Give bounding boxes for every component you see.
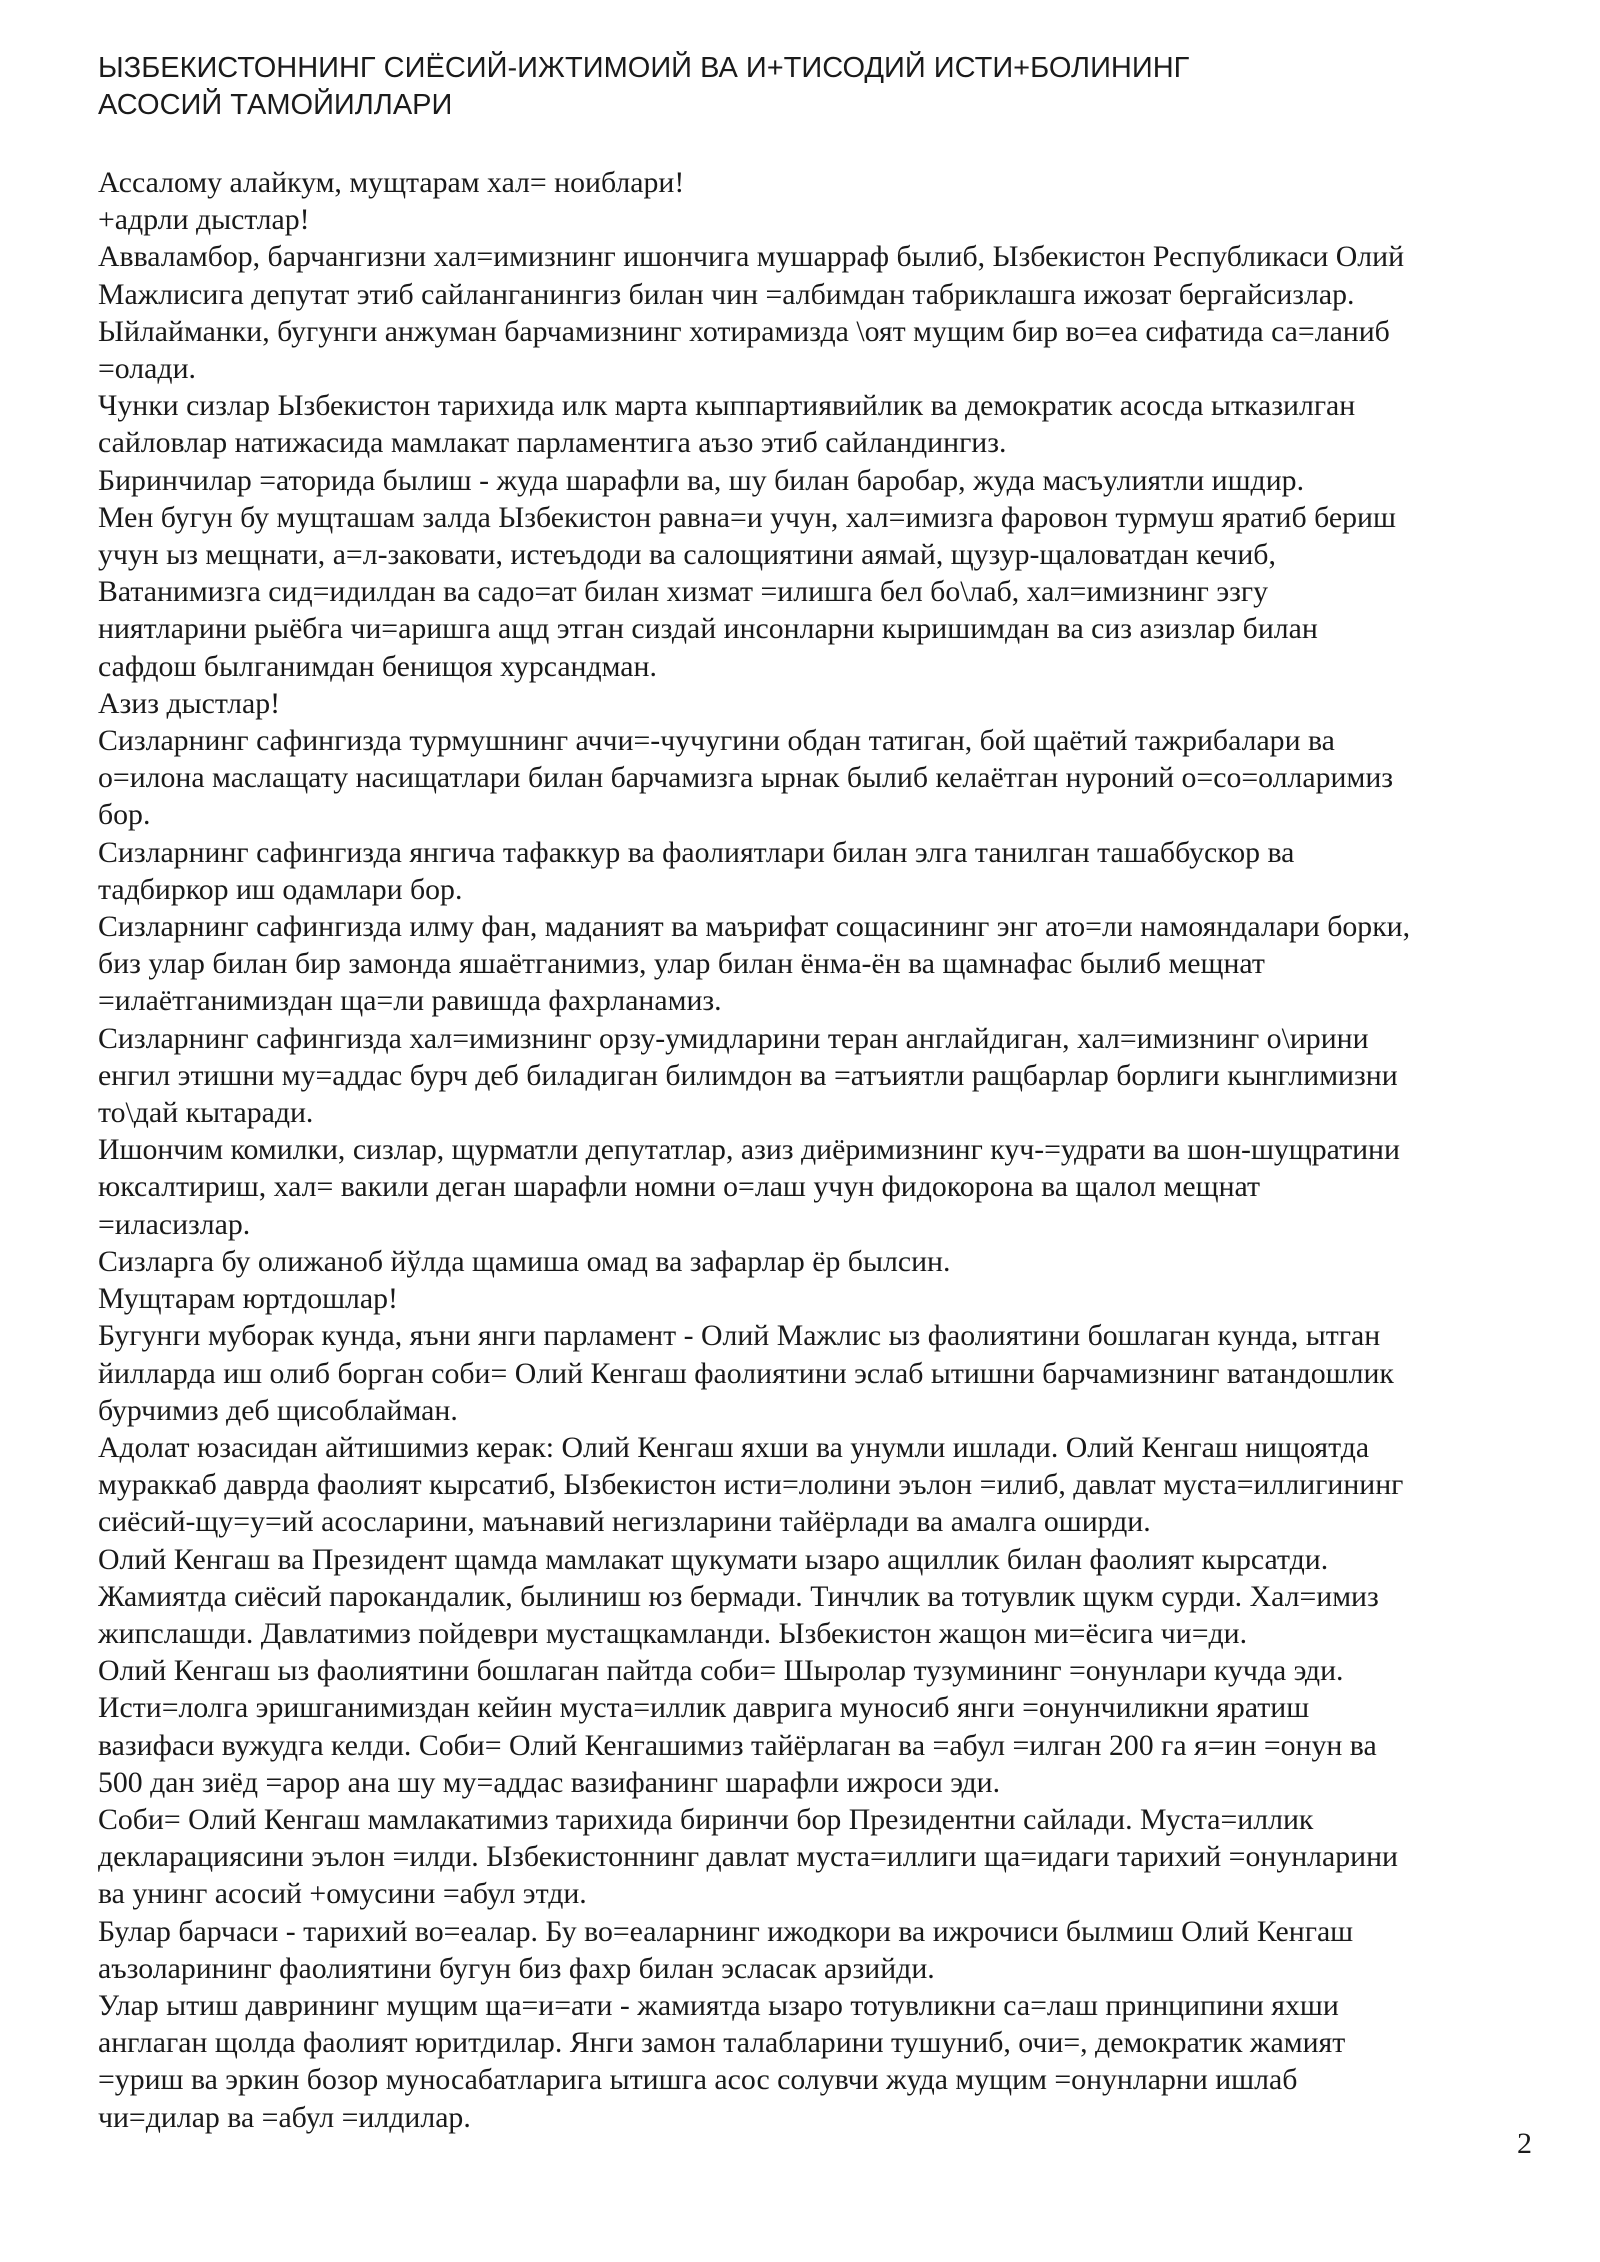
text-line: Мен бугун бу мущташам залда Ызбекистон равна=и учун, хал=имизга фаровон турмуш яратиб бериш bbox=[98, 500, 1396, 534]
paragraph bbox=[98, 462, 1548, 499]
title-line: ЫЗБЕКИСТОННИНГ СИЁСИЙ-ИЖТИМОИЙ ВА И+ТИСОДИЙ ИСТИ+БОЛИНИНГ bbox=[98, 52, 1190, 84]
text-line: Сизларнинг сафингизда турмушнинг аччи=-чучугини обдан татиган, бой щаётий тажрибалари ва bbox=[98, 724, 1335, 758]
text-line: бор. bbox=[98, 798, 151, 832]
page-number: 2 bbox=[1517, 2127, 1532, 2160]
text-line: ва унинг асосий +омусини =абул этди. bbox=[98, 1877, 587, 1911]
text-line: декларациясини эълон =илди. Ызбекистоннинг давлат муста=иллиги ща=идаги тарихий =онунларини bbox=[98, 1840, 1398, 1874]
text-line: Жамиятда сиёсий парокандалик, былиниш юз бермади. Тинчлик ва тотувлик щукм сурди. Хал=имиз bbox=[98, 1579, 1379, 1613]
text-line: =олади. bbox=[98, 352, 196, 386]
text-line: учун ыз мещнати, а=л-заковати, истеъдоди ва салощиятини аямай, щузур-щаловатдан кечиб, bbox=[98, 538, 1276, 572]
text-line: йилларда иш олиб борган соби= Олий Кенгаш фаолиятини эслаб ытишни барчамизнинг ватандошлик bbox=[98, 1356, 1394, 1390]
text-line: сиёсий-щу=у=ий асосларини, маънавий негизларини тайёрлади ва амалга оширди. bbox=[98, 1505, 1151, 1539]
text-line: ниятларини рыёбга чи=аришга ащд этган сиздай инсонларни кыришимдан ва сиз азизлар билан bbox=[98, 612, 1318, 646]
text-line: Олий Кенгаш ыз фаолиятини бошлаган пайтда соби= Шыролар тузумининг =онунлари кучда эди. bbox=[98, 1654, 1344, 1688]
paragraph bbox=[98, 1913, 1548, 1987]
text-line: Исти=лолга эришганимиздан кейин муста=иллик даврига муносиб янги =онунчиликни яратиш bbox=[98, 1691, 1310, 1725]
text-line: Азиз дыстлар! bbox=[98, 686, 281, 720]
paragraph bbox=[98, 1280, 1548, 1317]
paragraph bbox=[98, 1020, 1548, 1132]
text-line: =иласизлар. bbox=[98, 1207, 251, 1241]
text-line: Бугунги муборак кунда, яъни янги парламент - Олий Мажлис ыз фаолиятини бошлаган кунда, ытган bbox=[98, 1319, 1381, 1353]
text-line: 500 дан зиёд =арор ана шу му=аддас вазифанинг шарафли ижроси эди. bbox=[98, 1765, 1001, 1799]
text-line: Мажлисига депутат этиб сайланганингиз билан чин =албимдан табриклашга ижозат бергайсизлар. bbox=[98, 277, 1355, 311]
text-line: Сизларга бу олижаноб йўлда щамиша омад ва зафарлар ёр былсин. bbox=[98, 1244, 951, 1278]
text-line: Сизларнинг сафингизда янгича тафаккур ва фаолиятлари билан элга танилган ташаббускор ва bbox=[98, 835, 1295, 869]
text-line: Олий Кенгаш ва Президент щамда мамлакат щукумати ызаро ащиллик билан фаолият кырсатди. bbox=[98, 1542, 1329, 1576]
paragraph bbox=[98, 1243, 1548, 1280]
text-line: Сизларнинг сафингизда хал=имизнинг орзу-умидларини теран англайдиган, хал=имизнинг о\ирини bbox=[98, 1021, 1369, 1055]
paragraph bbox=[98, 1131, 1548, 1243]
text-line: аъзоларининг фаолиятини бугун биз фахр билан эсласак арзийди. bbox=[98, 1951, 935, 1985]
text-line: =уриш ва эркин бозор муносабатларига ытишга асос солувчи жуда мущим =онунларни ишлаб bbox=[98, 2063, 1298, 2097]
text-line: мураккаб даврда фаолият кырсатиб, Ызбекистон исти=лолини эълон =илиб, давлат муста=иллигининг bbox=[98, 1468, 1404, 1502]
title-line: АСОСИЙ ТАМОЙИЛЛАРИ bbox=[98, 89, 453, 121]
text-line: тадбиркор иш одамлари бор. bbox=[98, 872, 463, 906]
paragraph bbox=[98, 1541, 1548, 1653]
text-line: Мущтарам юртдошлар! bbox=[98, 1282, 398, 1316]
text-line: англаган щолда фаолият юритдилар. Янги замон талабларини тушуниб, очи=, демократик жамият bbox=[98, 2026, 1346, 2060]
text-line: о=илона маслащату насищатлари билан барчамизга ырнак былиб келаётган нуроний о=со=олларимиз bbox=[98, 761, 1394, 795]
paragraph bbox=[98, 722, 1548, 834]
paragraph bbox=[98, 164, 1548, 201]
text-line: биз улар билан бир замонда яшаётганимиз, улар билан ёнма-ён ва щамнафас былиб мещнат bbox=[98, 947, 1265, 981]
text-line: сафдош былганимдан бенищоя хурсандман. bbox=[98, 649, 657, 683]
text-line: Авваламбор, барчангизни хал=имизнинг ишончига мушарраф былиб, Ызбекистон Республикаси Олий bbox=[98, 240, 1405, 274]
text-line: юксалтириш, хал= вакили деган шарафли номни о=лаш учун фидокорона ва щалол мещнат bbox=[98, 1170, 1261, 1204]
text-line: вазифаси вужудга келди. Соби= Олий Кенгашимиз тайёрлаган ва =абул =илган 200 га я=ин =онун ва bbox=[98, 1728, 1377, 1762]
text-line: =илаётганимиздан ща=ли равишда фахрланамиз. bbox=[98, 984, 722, 1018]
text-line: Биринчилар =аторида былиш - жуда шарафли ва, шу билан баробар, жуда масъулиятли ишдир. bbox=[98, 463, 1305, 497]
text-line: Ыйлайманки, бугунги анжуман барчамизнинг хотирамизда \оят мущим бир во=еа сифатида са=ланиб bbox=[98, 314, 1390, 348]
text-line: +адрли дыстлар! bbox=[98, 203, 310, 237]
text-line: Сизларнинг сафингизда илму фан, маданият ва маърифат сощасининг энг ато=ли намояндалари борки, bbox=[98, 910, 1411, 944]
paragraph bbox=[98, 908, 1548, 1020]
text-line: Адолат юзасидан айтишимиз керак: Олий Кенгаш яхши ва унумли ишлади. Олий Кенгаш нищоятда bbox=[98, 1430, 1370, 1464]
paragraph bbox=[98, 499, 1548, 685]
text-line: Соби= Олий Кенгаш мамлакатимиз тарихида биринчи бор Президентни сайлади. Муста=иллик bbox=[98, 1802, 1314, 1836]
text-line: Чунки сизлар Ызбекистон тарихида илк марта кыппартиявийлик ва демократик асосда ытказилган bbox=[98, 389, 1356, 423]
paragraph bbox=[98, 1987, 1548, 2136]
text-line: жипслашди. Давлатимиз пойдеври мустащкамланди. Ызбекистон жащон ми=ёсига чи=ди. bbox=[98, 1616, 1248, 1650]
paragraph bbox=[98, 834, 1548, 908]
paragraph bbox=[98, 238, 1548, 387]
text-line: то\дай кытаради. bbox=[98, 1096, 314, 1130]
paragraph bbox=[98, 685, 1548, 722]
document-body bbox=[98, 164, 1548, 2136]
paragraph bbox=[98, 387, 1548, 461]
text-line: сайловлар натижасида мамлакат парламентига аъзо этиб сайландингиз. bbox=[98, 426, 1007, 460]
text-line: Ассалому алайкум, мущтарам хал= ноиблари! bbox=[98, 166, 685, 199]
document-title bbox=[98, 50, 1498, 124]
text-line: Ватанимизга сид=идилдан ва садо=ат билан хизмат =илишга бел бо\лаб, хал=имизнинг эзгу bbox=[98, 575, 1269, 609]
paragraph bbox=[98, 1652, 1548, 1801]
paragraph bbox=[98, 201, 1548, 238]
text-line: Улар ытиш даврининг мущим ща=и=ати - жамиятда ызаро тотувликни са=лаш принципини яхши bbox=[98, 1988, 1339, 2022]
paragraph bbox=[98, 1801, 1548, 1913]
text-line: чи=дилар ва =абул =илдилар. bbox=[98, 2100, 471, 2134]
text-line: Булар барчаси - тарихий во=еалар. Бу во=еаларнинг ижодкори ва ижрочиси былмиш Олий Кенгаш bbox=[98, 1914, 1354, 1948]
paragraph bbox=[98, 1429, 1548, 1541]
text-line: бурчимиз деб щисоблайман. bbox=[98, 1393, 458, 1427]
paragraph bbox=[98, 1317, 1548, 1429]
text-line: Ишончим комилки, сизлар, щурматли депутатлар, азиз диёримизнинг куч-=удрати ва шон-шущратини bbox=[98, 1133, 1400, 1167]
text-line: енгил этишни му=аддас бурч деб биладиган билимдон ва =атъиятли ращбарлар борлиги кынглимизни bbox=[98, 1058, 1398, 1092]
